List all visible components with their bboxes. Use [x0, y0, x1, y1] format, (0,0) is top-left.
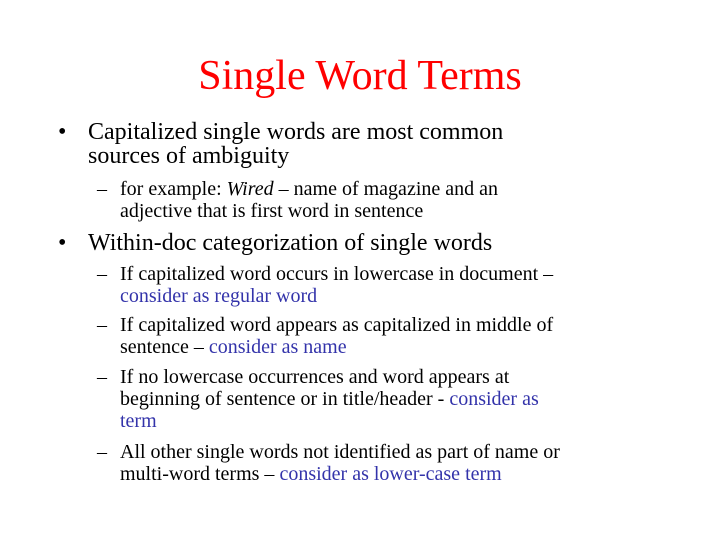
dash-marker: –	[97, 441, 107, 463]
example-prefix: for example:	[120, 178, 227, 200]
bullet-marker: •	[58, 230, 67, 256]
sub-bullet-line: adjective that is first word in sentence	[120, 200, 424, 222]
sub-bullet-text	[120, 366, 660, 432]
highlight-text: consider as regular word	[120, 285, 318, 307]
example-rest: – name of magazine and an	[273, 178, 499, 200]
example-term: Wired	[226, 178, 274, 200]
highlight-text: consider as	[449, 388, 539, 410]
sub-bullet-line	[120, 388, 660, 410]
dash-marker: –	[97, 263, 107, 285]
sub-bullet-line	[120, 463, 660, 485]
sub-bullet-line	[120, 336, 660, 358]
dash-marker: –	[97, 314, 107, 336]
sub-bullet-line: All other single words not identified as part of name or	[120, 441, 560, 463]
bullet-marker: •	[58, 119, 67, 145]
highlight-text: consider as name	[208, 336, 347, 358]
sub-bullet-fragment: beginning of sentence or in title/header -	[120, 388, 450, 410]
dash-marker: –	[97, 366, 107, 388]
sub-bullet-line: If no lowercase occurrences and word appears at	[120, 366, 510, 388]
dash-marker: –	[97, 178, 107, 200]
highlight-text: consider as lower-case term	[279, 463, 502, 485]
slide-title: Single Word Terms	[198, 53, 522, 99]
bullet-line: Capitalized single words are most common	[88, 119, 504, 145]
sub-bullet-fragment: multi-word terms –	[120, 463, 280, 485]
sub-bullet-fragment: sentence –	[120, 336, 209, 358]
bullet-text	[88, 120, 648, 168]
sub-bullet-text	[120, 314, 660, 358]
sub-bullet-line: If capitalized word occurs in lowercase in document –	[120, 263, 554, 285]
sub-bullet-text	[120, 178, 660, 222]
bullet-text	[88, 231, 648, 255]
sub-bullet-line: If capitalized word appears as capitalized in middle of	[120, 314, 554, 336]
bullet-line: sources of ambiguity	[88, 143, 290, 169]
sub-bullet-line	[120, 410, 660, 432]
bullet-line: Within-doc categorization of single words	[88, 230, 493, 256]
sub-bullet-line	[120, 178, 660, 200]
sub-bullet-text	[120, 441, 660, 485]
highlight-text: term	[120, 410, 157, 432]
sub-bullet-line	[120, 285, 660, 307]
sub-bullet-text	[120, 263, 660, 307]
